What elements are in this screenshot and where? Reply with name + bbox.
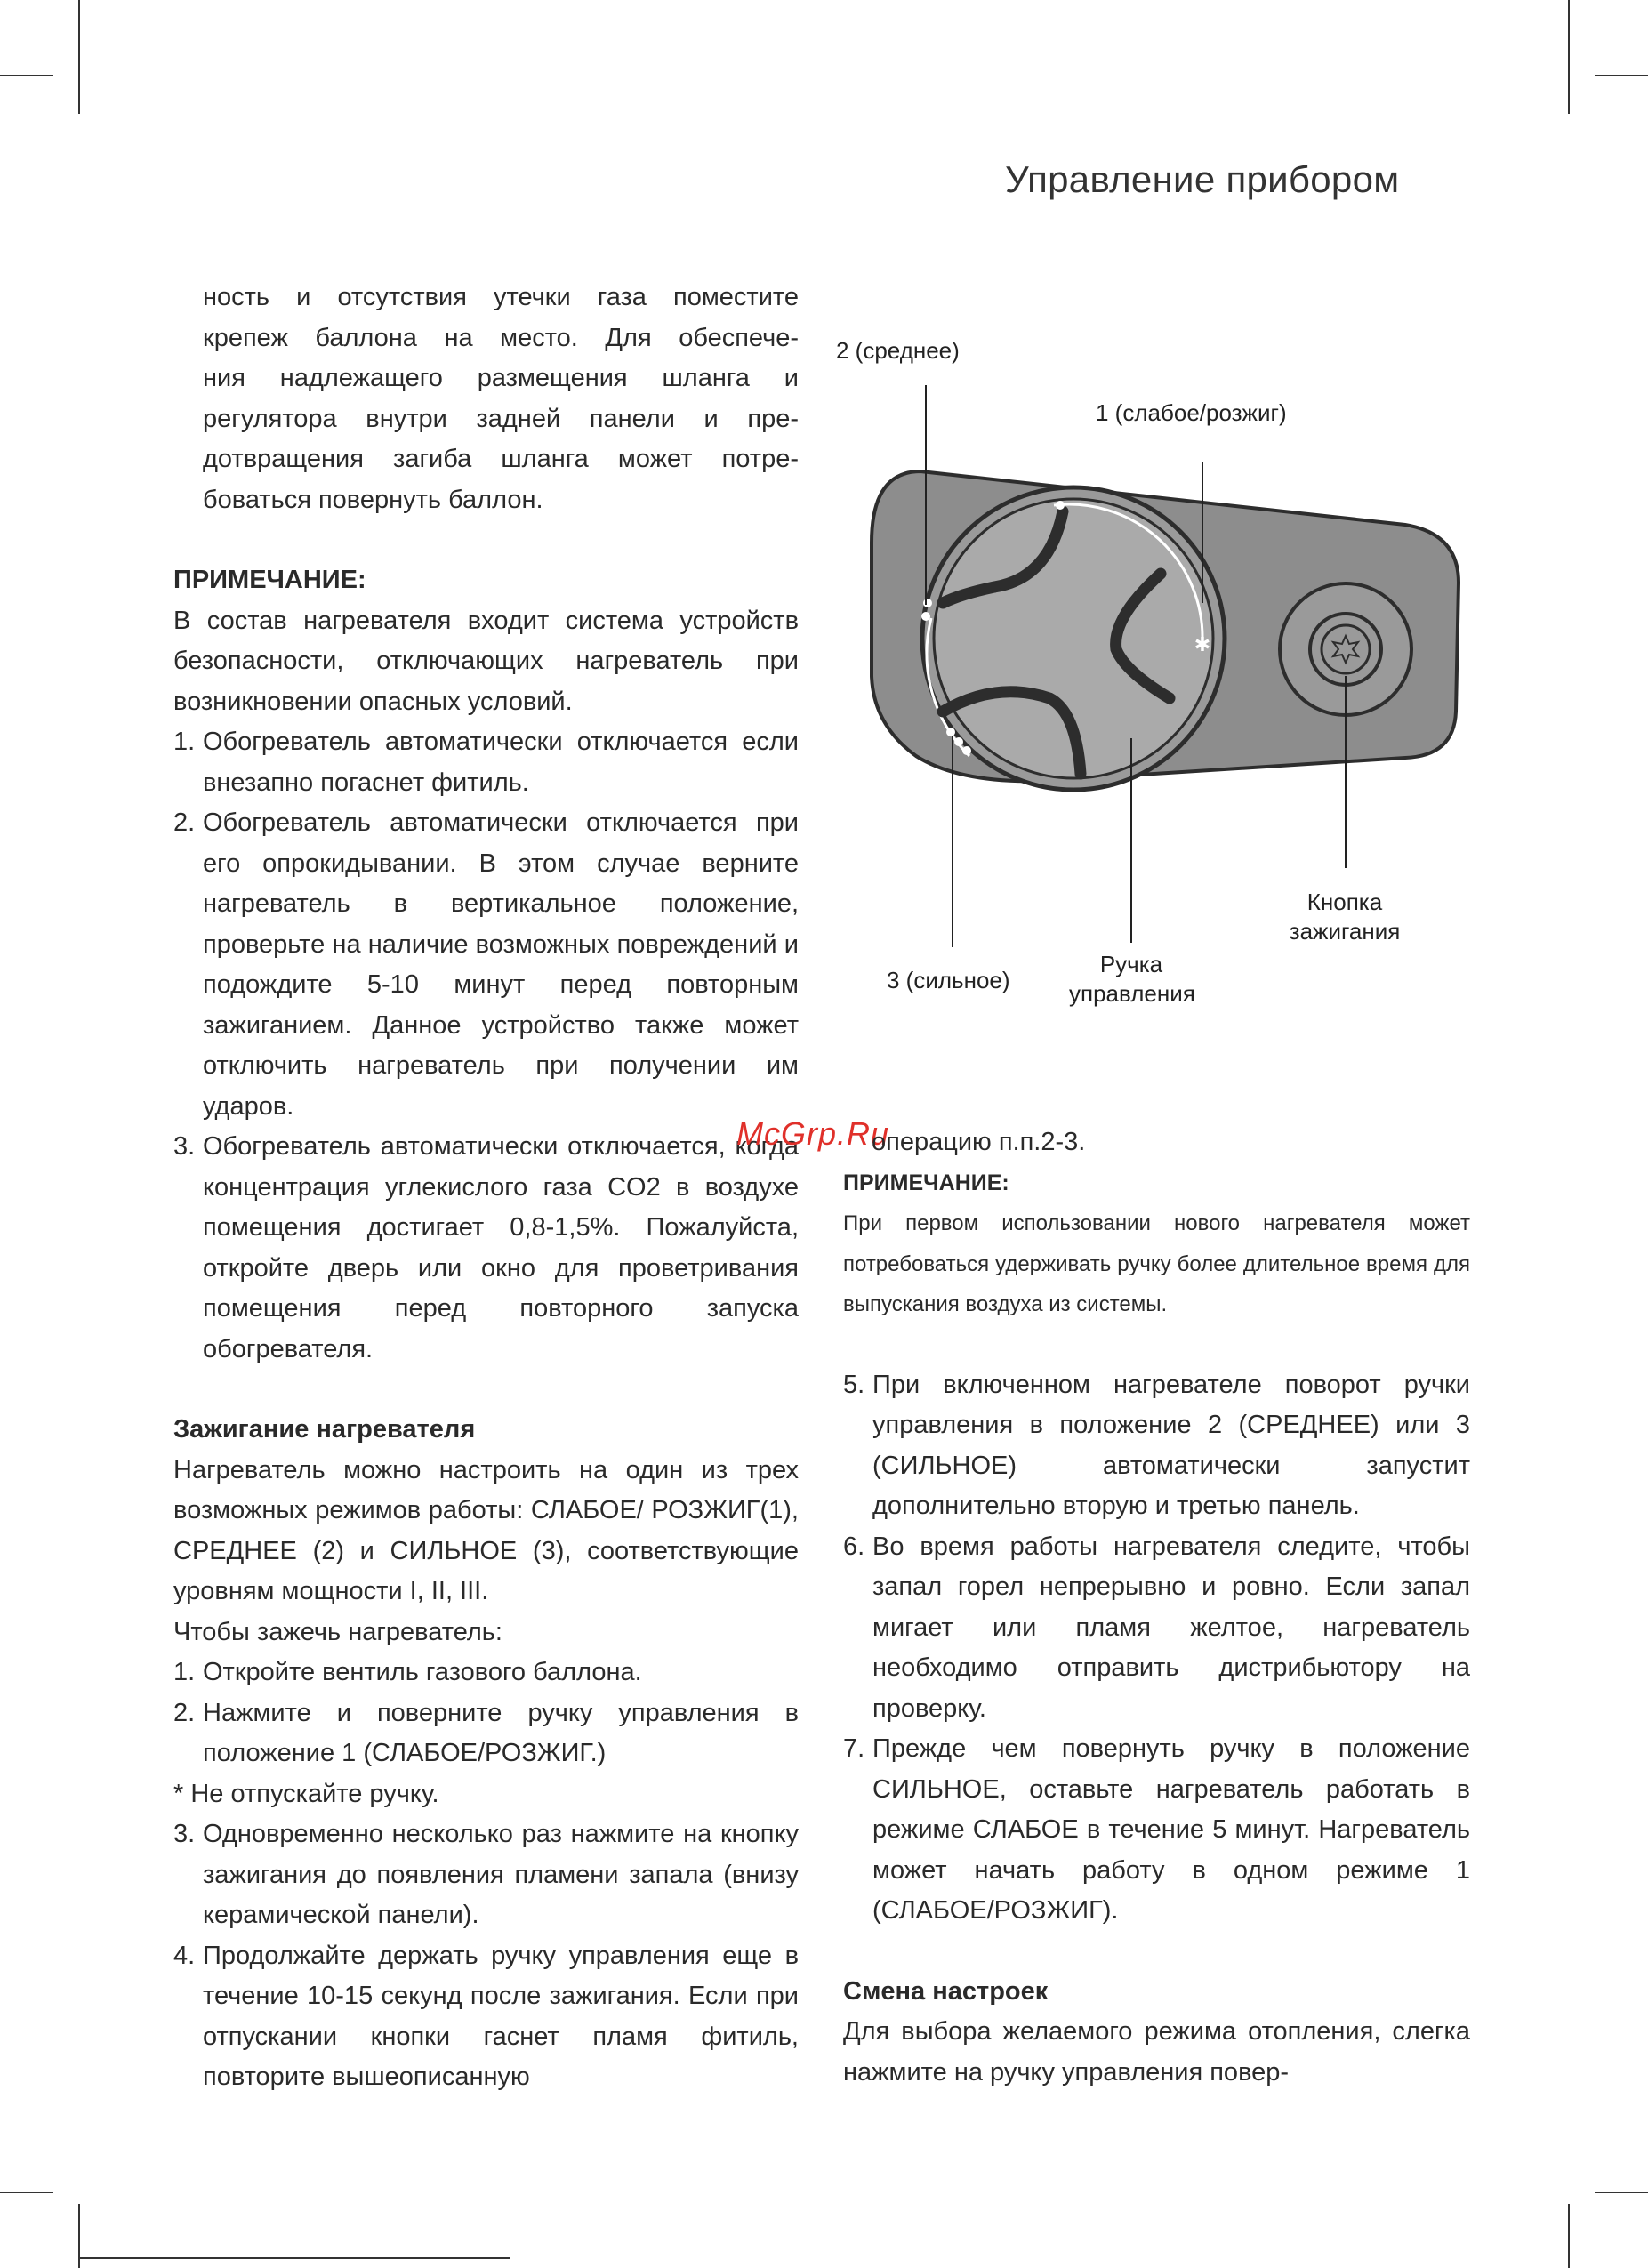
position-dot (923, 599, 932, 607)
crop-mark (78, 0, 80, 114)
intro-line: крепеж баллона на место. Для обеспече- (203, 323, 799, 352)
item-text: При включенном нагревателе поворот ручки управления в положение 2 (СРЕДНЕЕ) или 3 (СИЛЬНОЕ) автоматически запустит дополнительно вторую и третью панель. (872, 1370, 1470, 1520)
intro-line: ность и отсутствия утечки газа поместите (203, 283, 799, 311)
crop-mark (0, 75, 53, 76)
intro-line: дотвращения загиба шланга может потре- (203, 445, 799, 473)
section-heading: Смена настроек (843, 1976, 1049, 2006)
page-title: Управление прибором (1005, 158, 1400, 200)
bottom-rule (78, 2257, 510, 2259)
list-item (173, 1127, 799, 1370)
item-text: Обогреватель автоматически отключается, когда концентрация углекислого газа CO2 в воздухе помещения достигает 0,8-1,5%. Пожалуйста, откройте дверь или окно для проветривания помещения перед повторного запуска обогревателя. (203, 1132, 799, 1363)
right-column (843, 1122, 1470, 2093)
position-dot (962, 746, 971, 755)
position-dot (946, 728, 955, 736)
continuation-text: операцию п.п.2-3. (872, 1128, 1086, 1156)
item-text: Обогреватель автоматически отключается если внезапно погаснет фитиль. (203, 728, 799, 797)
note-text: В состав нагревателя входит система устройств безопасности, отключающих нагреватель при возникновении опасных условий. (173, 606, 799, 716)
label-ignition-button: Кнопка зажигания (1289, 889, 1401, 945)
list-item (173, 1653, 799, 1693)
note-heading: ПРИМЕЧАНИЕ: (843, 1170, 1009, 1195)
crop-mark (1568, 0, 1570, 114)
label-position-3: 3 (сильное) (887, 967, 1010, 993)
item-number: 3. (173, 1820, 196, 1848)
intro-line: боваться повернуть баллон. (203, 485, 543, 514)
item-text: Нажмите и поверните ручку управления в положение 1 (СЛАБОЕ/РОЗЖИГ.) (203, 1698, 799, 1767)
crop-mark (1595, 2192, 1648, 2193)
item-number: 5. (843, 1370, 865, 1399)
watermark: McGrp.Ru (736, 1115, 890, 1152)
position-dot (1056, 501, 1065, 510)
label-position-1: 1 (слабое/розжиг) (1096, 399, 1287, 426)
list-item (173, 1814, 799, 1936)
item-text: Откройте вентиль газового баллона. (203, 1658, 642, 1686)
intro-line: регулятора внутри задней панели и пре- (203, 404, 799, 433)
item-text: Прежде чем повернуть ручку в положение СИЛЬНОЕ, оставьте нагреватель работать в режиме СЛАБОЕ в течение 5 минут. Нагреватель может начать работу в одном режиме 1 (СЛАБОЕ/РОЗЖИГ). (872, 1734, 1470, 1925)
item-text: Продолжайте держать ручку управления еще в течение 10-15 секунд после зажигания. Если при отпускании кнопки гаснет пламя фитиль, повторите вышеописанную (203, 1941, 799, 2091)
asterisk-note: * Не отпускайте ручку. (173, 1779, 439, 1808)
list-item (173, 1693, 799, 1774)
item-number: 1. (173, 728, 196, 756)
item-number: 7. (843, 1734, 865, 1763)
list-item (843, 1729, 1470, 1932)
control-panel-figure (836, 320, 1494, 1032)
crop-mark (1595, 75, 1648, 76)
list-item (173, 803, 799, 1127)
intro-line: ния надлежащего размещения шланга и (203, 364, 799, 392)
note-heading: ПРИМЕЧАНИЕ: (173, 566, 366, 594)
note-text: При первом использовании нового нагревателя может потребоваться удерживать ручку более длительное время для выпускания воздуха из системы. (843, 1211, 1470, 1316)
list-item (843, 1527, 1470, 1730)
ignition-intro: Чтобы зажечь нагреватель: (173, 1617, 502, 1646)
item-text: Одновременно несколько раз нажмите на кнопку зажигания до появления пламени запала (внизу керамической панели). (203, 1820, 799, 1929)
left-column (173, 277, 799, 2098)
settings-text: Для выбора желаемого режима отопления, слегка нажмите на ручку управления повер- (843, 2017, 1470, 2087)
label-control-knob: Ручка управления (1069, 951, 1195, 1007)
item-number: 1. (173, 1658, 196, 1686)
item-number: 4. (173, 1941, 196, 1970)
crop-mark (0, 2192, 53, 2193)
ignition-text: Нагреватель можно настроить на один из трех возможных режимов работы: СЛАБОЕ/ РОЗЖИГ(1), СРЕДНЕЕ (2) и СИЛЬНОЕ (3), соответствующие уровням мощности I, II, III. (173, 1455, 799, 1605)
position-dot (921, 612, 930, 621)
list-item (173, 1936, 799, 2098)
item-number: 2. (173, 1698, 196, 1727)
section-heading: Зажигание нагревателя (173, 1415, 476, 1444)
ignition-button-inner (1322, 625, 1370, 673)
item-number: 6. (843, 1532, 865, 1561)
item-number: 3. (173, 1132, 196, 1161)
item-text: Во время работы нагревателя следите, чтобы запал горел непрерывно и ровно. Если запал мигает или пламя желтое, нагреватель необходимо отправить дистрибьютору на проверку. (872, 1532, 1470, 1723)
crop-mark (1568, 2204, 1570, 2268)
item-number: 2. (173, 808, 196, 837)
spark-icon: ✱ (1194, 634, 1211, 656)
label-position-2: 2 (среднее) (836, 337, 960, 364)
position-dot (954, 737, 963, 746)
item-text: Обогреватель автоматически отключается при его опрокидывании. В этом случае верните нагреватель в вертикальное положение, проверьте на наличие возможных повреждений и подождите 5-10 минут перед повторным зажиганием. Данное устройство также может отключить нагреватель при получении им ударов. (203, 808, 799, 1121)
list-item (843, 1365, 1470, 1527)
list-item (173, 722, 799, 803)
